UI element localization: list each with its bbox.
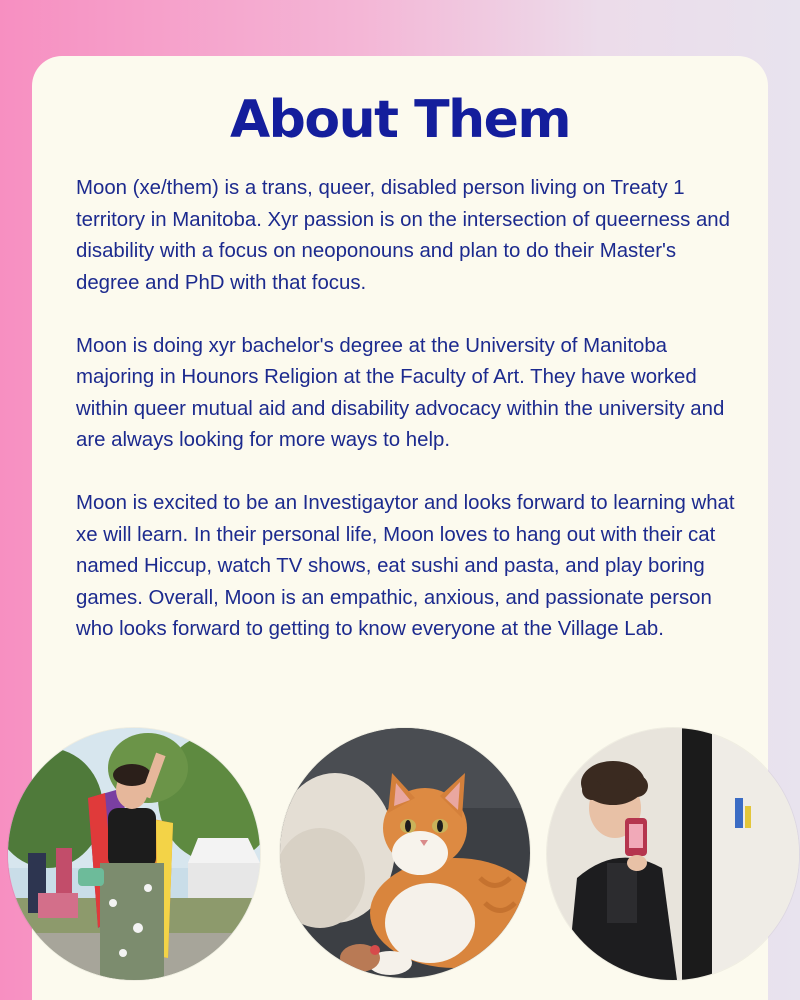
- page-title: About Them: [229, 90, 571, 150]
- photo-pride-event: [8, 728, 260, 980]
- photo-mirror-selfie: [547, 728, 799, 980]
- paragraph-personal: Moon is excited to be an Investigaytor and looks forward to learning what xe will learn. In their personal life, Moon loves to hang out with their cat named Hiccup, watch TV shows, eat sushi and pasta, and play boring games. Overall, Moon is an empathic, anxious, and passionate person who looks forward to getting to know everyone at the Village Lab.: [76, 492, 735, 640]
- about-text: [76, 173, 736, 677]
- paragraph-intro: Moon (xe/them) is a trans, queer, disabled person living on Treaty 1 territory in Manitoba. Xyr passion is on the intersection of queerness and disability with a focus on neoponouns and plan to do their Master's degree and PhD with that focus.: [76, 177, 730, 294]
- paragraph-education: Moon is doing xyr bachelor's degree at the University of Manitoba majoring in Hounors Religion at the Faculty of Art. They have worked within queer mutual aid and disability advocacy within the university and are always looking for more ways to help.: [76, 334, 725, 451]
- photo-cat-hiccup: [280, 728, 530, 978]
